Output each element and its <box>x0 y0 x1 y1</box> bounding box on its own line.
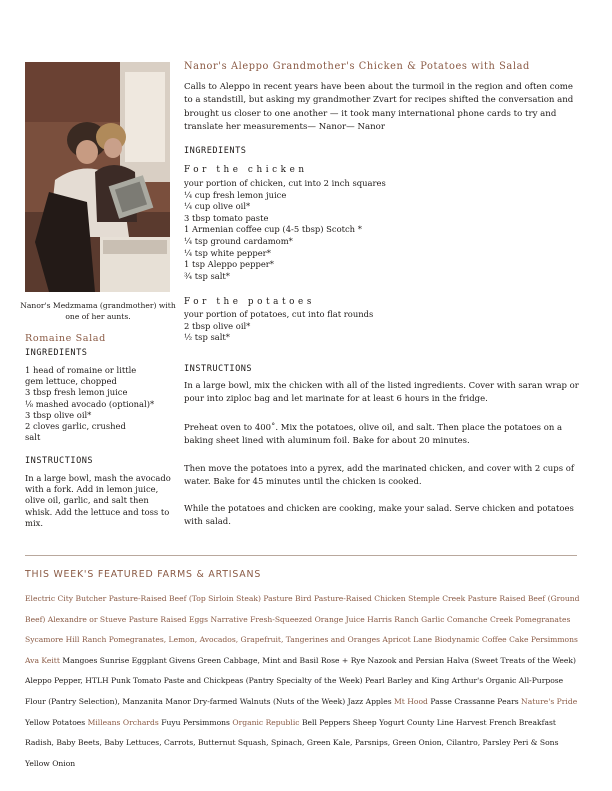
featured-farms-title: THIS WEEK'S FEATURED FARMS & ARTISANS <box>25 569 262 580</box>
salad-title: Romaine Salad <box>25 333 106 344</box>
farm-text: Organic Republic <box>232 717 302 727</box>
salad-instructions: In a large bowl, mash the avocado with a fork. Add in lemon juice, olive oil, garlic, and salt then whisk. Add the lettuce and toss to mix. <box>25 473 171 528</box>
instructions-heading: INSTRUCTIONS <box>184 364 253 374</box>
farm-text: Bell Peppers Sheep Yogurt County Line Harvest French Breakfast Radish, Baby Beets, Baby Lettuces, Carrots, Butternut Squash, Spinach, Green Kale, Parsnips, Green Onion, Cilantro, Parsley Peri & Sons Yellow Onion <box>25 717 559 768</box>
list-item: your portion of chicken, cut into 2 inch squares <box>184 178 386 188</box>
list-item: ¾ tsp salt* <box>184 270 230 281</box>
list-item: 3 tbsp olive oil* <box>25 409 92 420</box>
list-item: 3 tbsp tomato paste <box>184 212 269 223</box>
instruction-step: Preheat oven to 400˚. Mix the potatoes, olive oil, and salt. Then place the potatoes on a baking sheet lined with aluminum foil. Bake for about 20 minutes. <box>184 423 563 447</box>
instruction-step: While the potatoes and chicken are cooking, make your salad. Serve chicken and potatoes with salad. <box>184 504 574 528</box>
list-item: 1 Armenian coffee cup (4-5 tbsp) Scotch * <box>184 224 362 235</box>
farm-text: Electric City Butcher Pasture-Raised Beef (Top Sirloin Steak) Pasture Bird Pasture-Raised Chicken Stemple Creek Pasture Raised Beef (Ground Beef) Alexandre or Stueve Pasture Raised Eggs Narrative Fresh-Squeezed Orange Juice Harris Ranch Garlic Comanche Creek Pomegranates Sycamore Hill Ranch Pomegranates, Lemon, Avocados, Grapefruit, Tangerines and Oranges Apricot Lane Biodynamic Coffee Cake Persimmons Ava Keitt <box>25 594 580 665</box>
recipe-title: Nanor's Aleppo Grandmother's Chicken & Potatoes with Salad <box>184 61 530 72</box>
family-photo <box>25 62 170 292</box>
farm-text: Milleans Orchards <box>87 717 162 727</box>
farm-text: Mt Hood <box>394 696 431 706</box>
potato-ingredients-list <box>184 309 574 344</box>
list-item: ¼ tsp white pepper* <box>184 247 271 258</box>
farm-text: Passe Crassanne Pears <box>430 696 522 706</box>
list-item: ⅛ mashed avocado (optional)* <box>25 398 155 409</box>
photo-caption: Nanor's Medzmama (grandmother) with one of her aunts. <box>20 301 176 321</box>
salad-instructions-heading: INSTRUCTIONS <box>25 456 94 466</box>
instruction-step: Then move the potatoes into a pyrex, add the marinated chicken, and cover with 2 cups of water. Bake for 45 minutes until the chicken is cooked. <box>184 464 575 488</box>
featured-farms-list <box>25 589 580 774</box>
list-item: ½ tsp salt* <box>184 332 230 343</box>
list-item: 3 tbsp fresh lemon juice <box>25 387 128 398</box>
farm-text: Yellow Potatoes <box>25 717 88 727</box>
list-item: your portion of potatoes, cut into flat rounds <box>184 309 374 319</box>
farm-text: Nature's Pride <box>521 696 578 706</box>
salad-ingredients-list <box>25 365 190 443</box>
list-item: ¼ cup fresh lemon juice <box>184 189 287 200</box>
list-item: salt <box>25 432 41 443</box>
list-item: 1 tsp Aleppo pepper* <box>184 259 274 270</box>
salad-ingredients-heading: INGREDIENTS <box>25 348 88 358</box>
farm-text: Sunrise Eggplant Givens Green Cabbage, Mint and Basil Rose + Rye Nazook and Persian Halva (Sweet Treats of the Week) Aleppo Pepper, HTLH Punk Tomato Paste and Chickpeas (Pantry Specialty of the Week) Pearl Barley and King Arthur's Organic All-Purpose Flour (Pantry Selection), Manzanita Manor Dry-farmed Walnuts (Nuts of the Week) Jazz Apples <box>25 655 576 706</box>
list-item: 2 cloves garlic, crushed <box>25 421 126 432</box>
list-item: 2 tbsp olive oil* <box>184 320 251 331</box>
chicken-heading: For the chicken <box>184 165 308 175</box>
farm-text: Mangoes <box>62 655 100 665</box>
list-item: 1 head of romaine or little <box>25 365 137 375</box>
farm-text: Fuyu Persimmons <box>161 717 233 727</box>
list-item: ¼ cup olive oil* <box>184 201 251 212</box>
section-divider <box>25 555 577 556</box>
list-item: ¼ tsp ground cardamom* <box>184 235 293 246</box>
recipe-intro: Calls to Aleppo in recent years have been about the turmoil in the region and often come to a standstill, but asking my grandmother Zvart for recipes shifted the conversation and brought us closer to one another — it took many international phone cards to try and translate her measurements— Nanor— Nanor <box>184 82 574 133</box>
ingredients-heading: INGREDIENTS <box>184 146 247 156</box>
instruction-step: In a large bowl, mix the chicken with all of the listed ingredients. Cover with saran wrap or pour into ziploc bag and let marinate for at least 6 hours in the fridge. <box>184 381 579 405</box>
chicken-ingredients-list <box>184 178 574 282</box>
potatoes-heading: For the potatoes <box>184 297 315 307</box>
list-item: gem lettuce, chopped <box>25 376 117 387</box>
